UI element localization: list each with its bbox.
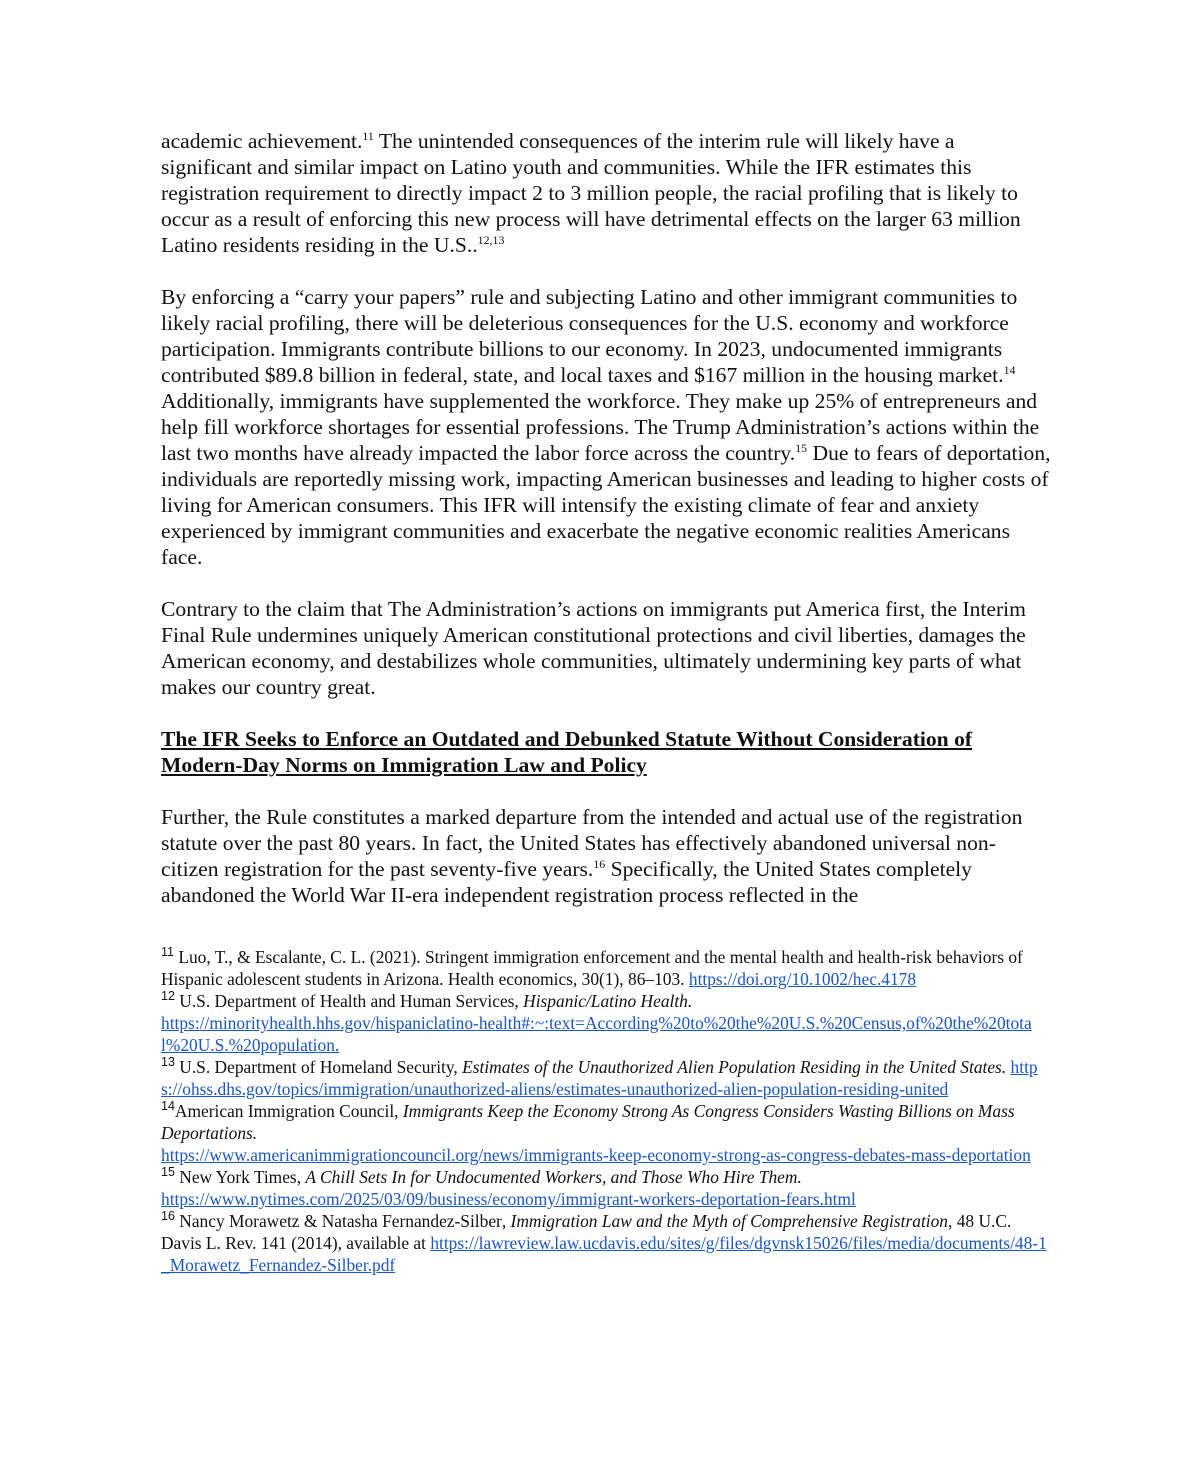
footnotes <box>161 946 1051 1276</box>
footnote-14-link[interactable]: https://www.americanimmigrationcouncil.org/news/immigrants-keep-economy-strong-as-congress-debates-mass-deportation <box>161 1145 1031 1165</box>
footnote-13: $^{13}$ U.S. Department of Homeland Security, Estimates of the Unauthorized Alien Population Residing in the United States. https://ohss.dhs.gov/topics/immigration/unauthorized-aliens/estimates-unauthorized-alien-population-residing-united <box>161 1055 1038 1099</box>
footnote-13-link[interactable]: https://ohss.dhs.gov/topics/immigration/unauthorized-aliens/estimates-unauthorized-alien-population-residing-united <box>161 1057 1038 1099</box>
footnote-16: $^{16}$ Nancy Morawetz & Natasha Fernandez-Silber, Immigration Law and the Myth of Comprehensive Registration, 48 U.C. Davis L. Rev. 141 (2014), available at https://lawreview.law.ucdavis.edu/sites/g/files/dgvnsk15026/files/media/documents/48-1_Morawetz_Fernandez-Silber.pdf <box>161 1209 1047 1275</box>
footnote-ref-12-13[interactable]: 12,13 <box>477 232 505 247</box>
paragraph-2: By enforcing a “carry your papers” rule and subjecting Latino and other immigrant communities to likely racial profiling, there will be deleterious consequences for the U.S. economy and workforce participation. Immigrants contribute billions to our economy. In 2023, undocumented immigrants contributed $89.8 billion in federal, state, and local taxes and $167 million in the housing market.$^{14}$ Additionally, immigrants have supplemented the workforce. They make up 25% of entrepreneurs and help fill workforce shortages for essential professions. The Trump Administration’s actions within the last two months have already impacted the labor force across the country.$^{15}$ Due to fears of deportation, individuals are reportedly missing work, impacting American businesses and leading to higher costs of living for American consumers. This IFR will intensify the existing climate of fear and anxiety experienced by immigrant communities and exacerbate the negative economic realities Americans face. <box>161 285 1051 569</box>
body-text <box>161 128 1051 934</box>
footnote-11-link[interactable]: https://doi.org/10.1002/hec.4178 <box>688 969 917 989</box>
footnote-ref-14[interactable]: 14 <box>1003 362 1016 377</box>
footnote-ref-15[interactable]: 15 <box>795 440 808 455</box>
paragraph-1: academic achievement.$^{11}$ The unintended consequences of the interim rule will likely have a significant and similar impact on Latino youth and communities. While the IFR estimates this registration requirement to directly impact 2 to 3 million people, the racial profiling that is likely to occur as a result of enforcing this new process will have detrimental effects on the larger 63 million Latino residents residing in the U.S..$^{12,13}$ <box>161 128 1021 257</box>
footnote-14: $^{14}$American Immigration Council, Immigrants Keep the Economy Strong As Congress Considers Wasting Billions on Mass Deportations. https://www.americanimmigrationcouncil.org/news/immigrants-keep-economy-strong-as-congress-debates-mass-deportation <box>161 1099 1031 1165</box>
footnote-11: $^{11}$ Luo, T., & Escalante, C. L. (2021). Stringent immigration enforcement and the mental health and health-risk behaviors of Hispanic adolescent students in Arizona. Health economics, 30(1), 86–103. https://doi.org/10.1002/hec.4178 <box>161 945 1023 989</box>
footnote-ref-16[interactable]: 16 <box>593 856 606 871</box>
paragraph-3: Contrary to the claim that The Administration’s actions on immigrants put America first, the Interim Final Rule undermines uniquely American constitutional protections and civil liberties, damages the American economy, and destabilizes whole communities, ultimately undermining key parts of what makes our country great. <box>161 597 1026 699</box>
footnote-ref-11[interactable]: 11 <box>362 128 374 143</box>
paragraph-4: Further, the Rule constitutes a marked departure from the intended and actual use of the registration statute over the past 80 years. In fact, the United States has effectively abandoned universal non-citizen registration for the past seventy-five years.$^{16}$ Specifically, the United States completely abandoned the World War II-era independent registration process reflected in the <box>161 805 1023 907</box>
footnote-15: $^{15}$ New York Times, A Chill Sets In for Undocumented Workers, and Those Who Hire Them. https://www.nytimes.com/2025/03/09/business/economy/immigrant-workers-deportation-fears.html <box>161 1165 856 1209</box>
footnote-15-link[interactable]: https://www.nytimes.com/2025/03/09/business/economy/immigrant-workers-deportation-fears.html <box>161 1189 856 1209</box>
footnote-12-link[interactable]: https://minorityhealth.hhs.gov/hispaniclatino-health#:~:text=According%20to%20the%20U.S.%20Census,of%20the%20total%20U.S.%20population. <box>161 1013 1032 1055</box>
section-heading: The IFR Seeks to Enforce an Outdated and Debunked Statute Without Consideration of Modern-Day Norms on Immigration Law and Policy <box>161 727 973 777</box>
footnote-16-link[interactable]: https://lawreview.law.ucdavis.edu/sites/g/files/dgvnsk15026/files/media/documents/48-1_Morawetz_Fernandez-Silber.pdf <box>161 1233 1047 1275</box>
footnote-12: $^{12}$ U.S. Department of Health and Human Services, Hispanic/Latino Health. https://minorityhealth.hhs.gov/hispaniclatino-health#:~:text=According%20to%20the%20U.S.%20Census,of%20the%20total%20U.S.%20population. <box>161 989 1032 1055</box>
